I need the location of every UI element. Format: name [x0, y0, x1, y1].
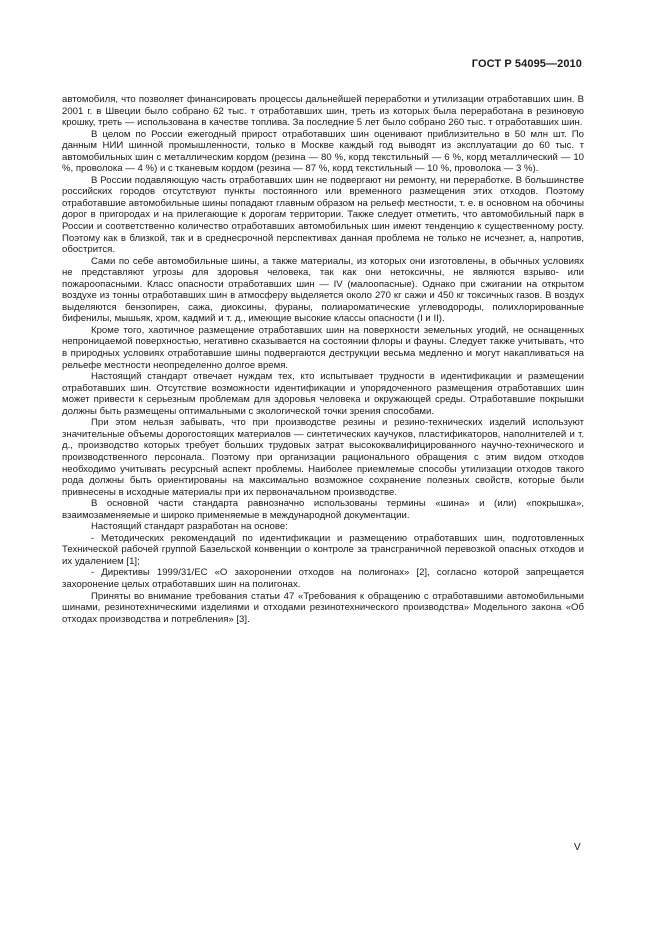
paragraph: Приняты во внимание требования статьи 47 «Требования к обращению с отработавшими автомобильными шинами, резинотехническими изделиями и отходами резинотехнического производства» Модельного закона «Об отходах производства и потребления» [3]. — [62, 590, 584, 625]
standard-code-header: ГОСТ Р 54095—2010 — [471, 58, 582, 70]
paragraph: При этом нельзя забывать, что при производстве резины и резино-технических изделий используют значительные объемы дорогостоящих материалов — синтетических каучуков, пластификаторов, наполнителей и т. д., производство которых требует больших трудовых затрат высококвалифицированного научно-технического и производственного персонала. Поэтому при организации рационального обращения с этим видом отходов необходимо учитывать ресурсный аспект проблемы. Наиболее приемлемые способы утилизации отходов такого рода должны быть ориентированы на максимально возможное сохранение полезных свойств, которые были привнесены в исходные материалы при их первоначальном производстве. — [62, 417, 584, 498]
list-item: - Директивы 1999/31/ЕС «О захоронении отходов на полигонах» [2], согласно которой запрещается захоронение целых отработавших шин на полигонах. — [62, 567, 584, 590]
paragraph: Настоящий стандарт разработан на основе: — [91, 521, 288, 533]
paragraph: Кроме того, хаотичное размещение отработавших шин на поверхности земельных угодий, не оснащенных непроницаемой поверхностью, негативно сказывается на состоянии флоры и фауны. Следует также учитывать, что в природных условиях отработавшие шины подвергаются деструкции весьма медленно и могут накапливаться на рельефе местности неопределенно долгое время. — [62, 324, 584, 371]
paragraph: В целом по России ежегодный прирост отработавших шин оценивают приблизительно в 50 млн шт. По данным НИИ шинной промышленности, только в Москве каждый год выводят из эксплуатации до 60 тыс. т автомобильных шин с металлическим кордом (резина — 80 %, корд текстильный — 6 %, корд металлический — 10 %, проволока — 4 %) и с тканевым кордом (резина — 87 %, корд текстильный — 10 %, проволока — 3 %). — [62, 128, 584, 175]
document-body — [62, 94, 584, 625]
list-item: - Методических рекомендаций по идентификации и размещению отработавших шин, подготовленных Технической рабочей группой Базельской конвенции о контроле за трансграничной перевозкой опасных отходов и их удалением [1]; — [62, 532, 584, 567]
paragraph: В России подавляющую часть отработавших шин не подвергают ни ремонту, ни переработке. В большинстве российских городов отсутствуют пункты постоянного или временного размещения этих отходов. Поэтому отработавшие автомобильные шины попадают главным образом на рельеф местности, т. е. в основном на обочины дорог в пригородах и на прилегающие к дорогам территории. Также следует отметить, что автомобильный парк в России и соответственно количество отработавших автомобильных шин имеют тенденцию к существенному росту. Поэтому как в близкой, так и в среднесрочной перспективах данная проблема не только не исчезнет, а, напротив, обострится. — [62, 174, 584, 256]
paragraph: Сами по себе автомобильные шины, а также материалы, из которых они изготовлены, в обычных условиях не представляют угрозы для здоровья человека, так как они нетоксичны, не являются взрыво- или пожароопасными. Класс опасности отработавших шин — IV (малоопасные). Однако при сжигании на открытом воздухе из тонны отработавших шин в атмосферу выделяется около 270 кг сажи и 450 кг токсичных газов. В воздух выделяются бензопирен, сажа, диоксины, фураны, полиароматические углеводороды, полихлорированные бифенилы, мышьяк, хром, кадмий и т. д., имеющие высокие классы опасности (I и II). — [62, 255, 584, 325]
paragraph: В основной части стандарта равнозначно использованы термины «шина» и (или) «покрышка», взаимозаменяемые и широко применяемые в международной документации. — [62, 498, 584, 521]
page-number: V — [574, 842, 581, 853]
paragraph: Настоящий стандарт отвечает нуждам тех, кто испытывает трудности в идентификации и размещении отработавших шин. Отсутствие возможности идентификации и упорядоченного размещения отработавших шин может привести к серьезным проблемам для здоровья человека и окружающей среды. Отработавшие покрышки должны быть размещены оптимальными с экологической точки зрения способами. — [62, 371, 584, 417]
paragraph: автомобиля, что позволяет финансировать процессы дальнейшей переработки и утилизации отработавших шин. В 2001 г. в Швеции было собрано 62 тыс. т отработавших шин, треть из которых была переработана в резиновую крошку, треть — использована в качестве топлива. За последние 5 лет было собрано 260 тыс. т отработавших шин. — [62, 94, 584, 129]
